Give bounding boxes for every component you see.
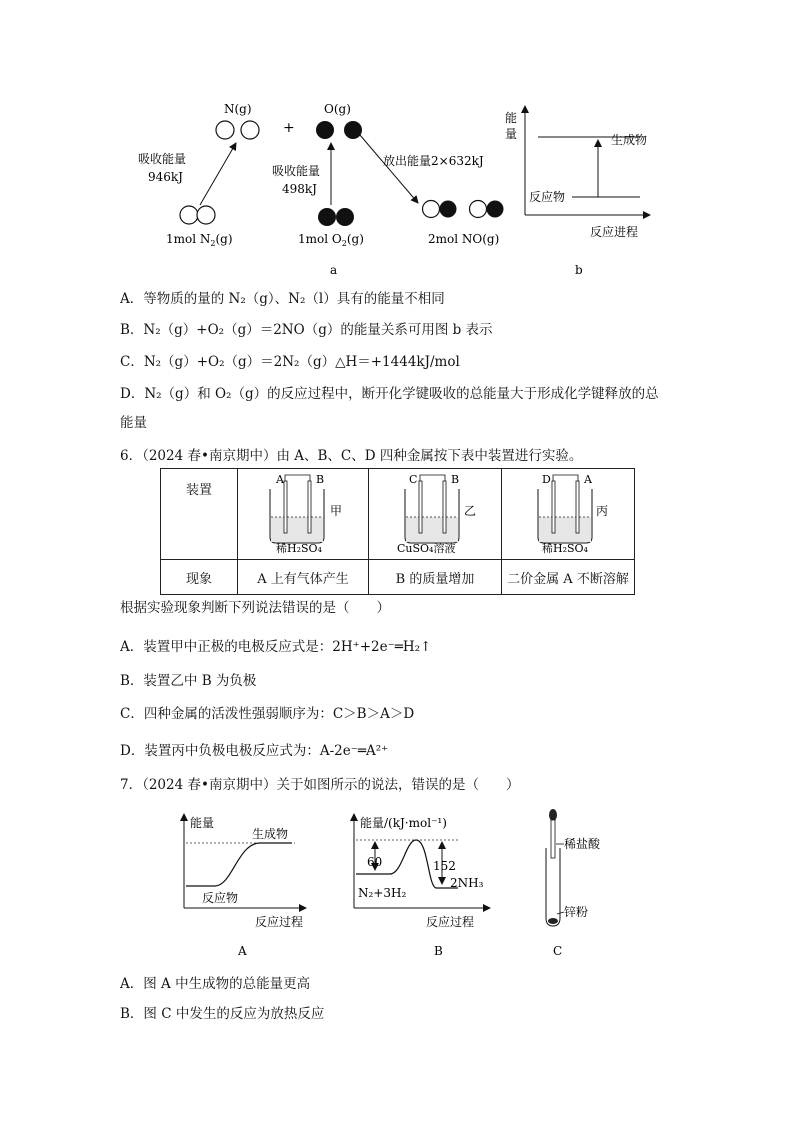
figa-product-label: 生成物 — [252, 827, 289, 841]
test-tube — [546, 848, 560, 926]
figb-caption: B — [434, 944, 443, 958]
device-name-bing: 丙 — [596, 504, 609, 518]
o-atom — [316, 121, 334, 139]
q7-stem: 7．（2024 春•南京期中）关于如图所示的说法，错误的是（ ） — [120, 777, 520, 793]
q6-question: 根据实验现象判断下列说法错误的是（ ） — [120, 600, 390, 616]
q7-figure-a — [170, 808, 310, 960]
solution-label: 稀H₂SO₄ — [276, 542, 322, 555]
figure-a-bond-energy — [120, 95, 520, 280]
absorb-946-value: 946kJ — [148, 170, 183, 184]
device-yi-diagram — [369, 469, 501, 555]
q6-option-b: B．装置乙中 B 为负极 — [120, 673, 257, 689]
arrow-no-form — [360, 135, 418, 203]
electrode-label-d: D — [542, 473, 551, 486]
figa-caption: A — [238, 944, 247, 958]
absorb-498-label: 吸收能量 — [272, 164, 321, 178]
electrode-label-b: B — [316, 473, 325, 486]
q7-option-a: A．图 A 中生成物的总能量更高 — [120, 976, 311, 992]
solution-label: 稀H₂SO₄ — [542, 542, 588, 555]
no-n-atom — [423, 201, 440, 218]
solution-label: CuSO₄溶液 — [397, 542, 456, 555]
o2-molecule-atom — [336, 208, 354, 226]
o2-molecule-atom — [318, 208, 336, 226]
x-axis-label: 反应进程 — [590, 225, 639, 239]
n2-molecule-atom — [197, 206, 215, 224]
absorb-498-value: 498kJ — [282, 182, 317, 196]
figure-b-energy-diagram — [500, 100, 670, 280]
q6-option-c: C．四种金属的活泼性强弱顺序为：C＞B＞A＞D — [120, 706, 415, 722]
q6-experiment-table — [160, 468, 635, 595]
zinc-powder — [548, 918, 558, 924]
q5-option-d-line2: 能量 — [120, 415, 147, 431]
figb-x-label: 反应过程 — [426, 915, 475, 929]
q6-option-d: D．装置丙中负极电极反应式为：A-2e⁻═A²⁺ — [120, 743, 389, 759]
phenomenon-jia: A 上有气体产生 — [238, 560, 369, 595]
q5-option-b: B．N₂（g）+O₂（g）＝2NO（g）的能量关系可用图 b 表示 — [120, 322, 493, 338]
figb-value-60: 60 — [367, 855, 383, 869]
figb-value-152: 152 — [433, 859, 456, 873]
figure-b-caption: b — [575, 263, 583, 277]
plus-sign: + — [283, 120, 295, 136]
o-atom — [344, 121, 362, 139]
device-cell-jia — [238, 469, 369, 560]
row-head-phenomenon: 现象 — [161, 560, 238, 595]
o2-mol-label: 1mol $O_2(g)$ — [298, 232, 364, 248]
electrode-label-c: C — [409, 473, 418, 486]
absorb-946-label: 吸收能量 — [138, 152, 187, 166]
y-axis-label-2: 量 — [505, 127, 518, 141]
q7-figure-c — [520, 808, 640, 960]
phenomenon-yi: B 的质量增加 — [369, 560, 502, 595]
q7-option-b: B．图 C 中发生的反应为放热反应 — [120, 1006, 325, 1022]
reactant-label: 反应物 — [529, 190, 566, 204]
figc-zinc-label: 锌粉 — [564, 905, 589, 919]
device-cell-yi — [369, 469, 502, 560]
electrode-label-b: B — [451, 473, 460, 486]
n-atom — [241, 121, 259, 139]
q7-figure-b — [340, 808, 500, 960]
no-mol-label: 2mol NO(g) — [428, 232, 500, 246]
n2-molecule-atom — [180, 206, 198, 224]
figa-y-label: 能量 — [190, 816, 215, 830]
n-atom-label: N(g) — [224, 102, 252, 116]
electrode-label-a: A — [584, 473, 592, 486]
dropper-bulb — [549, 809, 557, 821]
arrow-n2-break — [200, 143, 236, 205]
figa-reactant-label: 反应物 — [202, 891, 239, 905]
q6-option-a: A．装置甲中正极的电极反应式是：2H⁺+2e⁻═H₂↑ — [120, 639, 432, 655]
figure-a-caption: a — [330, 263, 338, 277]
no-o-atom — [440, 201, 457, 218]
figc-caption: C — [553, 944, 563, 958]
n-atom — [216, 121, 234, 139]
figb-product-label: 2NH₃ — [450, 876, 484, 890]
device-name-yi: 乙 — [464, 504, 477, 518]
release-energy-label: 放出能量2×632kJ — [383, 154, 484, 168]
o-atom-label: O(g) — [324, 102, 351, 116]
q5-option-d-line1: D．N₂（g）和 O₂（g）的反应过程中，断开化学键吸收的总能量大于形成化学键释放的总 — [120, 386, 659, 402]
q6-stem: 6．（2024 春•南京期中）由 A、B、C、D 四种金属按下表中装置进行实验。 — [120, 448, 583, 464]
n2-mol-label: 1mol $N_2(g)$ — [166, 232, 233, 248]
phenomenon-bing: 二价金属 A 不断溶解 — [502, 560, 635, 595]
product-label: 生成物 — [611, 133, 648, 147]
device-cell-bing — [502, 469, 635, 560]
figb-reactant-label: N₂+3H₂ — [358, 886, 407, 900]
row-head-device: 装置 — [161, 469, 238, 560]
figb-y-label: 能量/(kJ·mol⁻¹) — [360, 816, 447, 830]
q5-option-a: A．等物质的量的 N₂（g）、N₂（l）具有的能量不相同 — [120, 291, 445, 307]
dropper-tube — [551, 820, 555, 858]
y-axis-label-1: 能 — [505, 111, 518, 125]
figc-acid-label: 稀盐酸 — [564, 837, 601, 851]
figa-energy-curve — [186, 843, 292, 886]
device-jia-diagram — [238, 469, 368, 555]
device-bing-diagram — [502, 469, 634, 555]
figa-x-label: 反应过程 — [255, 915, 304, 929]
device-name-jia: 甲 — [330, 504, 343, 518]
electrode-label-a: A — [276, 473, 284, 486]
no-n-atom — [470, 201, 487, 218]
q5-option-c: C．N₂（g）+O₂（g）＝2N₂（g）△H＝+1444kJ/mol — [120, 354, 460, 370]
